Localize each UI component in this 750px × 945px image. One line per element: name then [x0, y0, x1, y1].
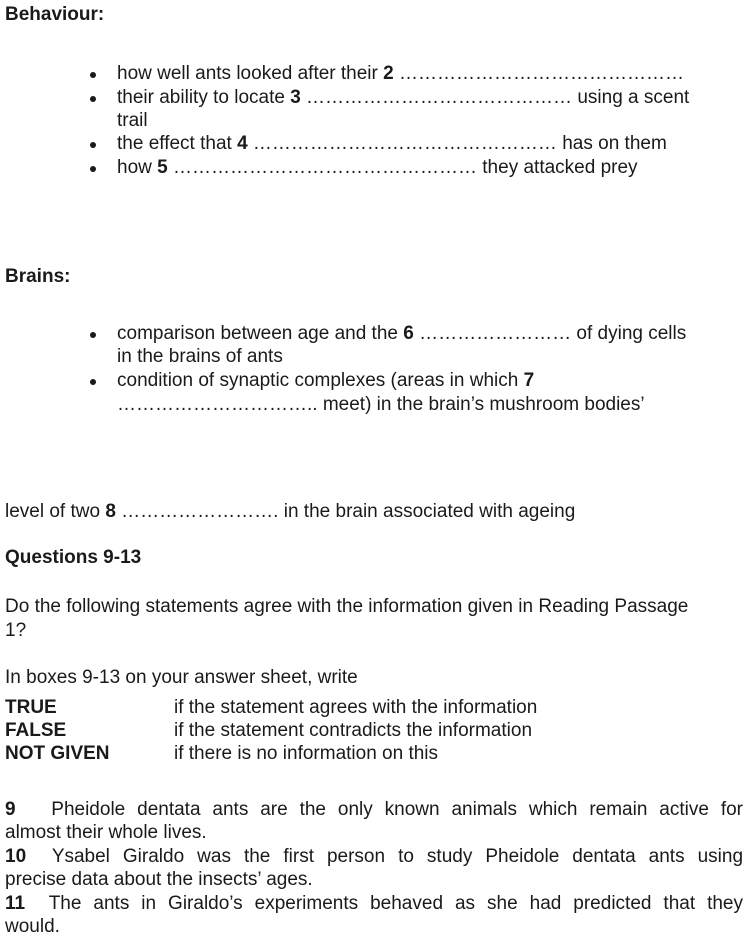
- key-term: FALSE: [5, 720, 67, 741]
- key-term: TRUE: [5, 697, 57, 718]
- behaviour-heading: Behaviour:: [5, 4, 105, 25]
- statement-line: 11 The ants in Giraldo’s experiments behaved as she had predicted that they: [5, 893, 743, 914]
- behaviour-item-text-cont: trail: [117, 110, 148, 131]
- statement-line: 9 Pheidole dentata ants are the only known animals which remain active for: [5, 799, 743, 820]
- bullet-icon: [90, 96, 96, 102]
- behaviour-item-text: how 5 ………………………………………… they attacked prey: [117, 157, 638, 178]
- brains-item-text-cont: ………………………….. meet) in the brain’s mushroom bodies’: [117, 394, 645, 415]
- questions-instruction: In boxes 9-13 on your answer sheet, write: [5, 667, 358, 688]
- brains-item-text: condition of synaptic complexes (areas in which 7: [117, 370, 535, 391]
- behaviour-item-text: how well ants looked after their 2 ………………………………………: [117, 63, 684, 84]
- bullet-icon: [90, 142, 96, 148]
- key-desc: if there is no information on this: [174, 743, 439, 764]
- key-desc: if the statement contradicts the information: [174, 720, 533, 741]
- bullet-icon: [90, 72, 96, 78]
- statement-line-cont: would.: [5, 916, 60, 937]
- questions-intro-cont: 1?: [5, 620, 27, 641]
- statement-line-cont: precise data about the insects’ ages.: [5, 869, 313, 890]
- statement-line-cont: almost their whole lives.: [5, 822, 207, 843]
- questions-intro: Do the following statements agree with the information given in Reading Passage: [5, 596, 689, 617]
- brains-heading: Brains:: [5, 266, 71, 287]
- key-desc: if the statement agrees with the information: [174, 697, 538, 718]
- bullet-icon: [90, 166, 96, 172]
- key-term: NOT GIVEN: [5, 743, 110, 764]
- brains-item-text: comparison between age and the 6 …………………… of dying cells: [117, 323, 687, 344]
- statement-line: 10 Ysabel Giraldo was the first person to study Pheidole dentata ants using: [5, 846, 744, 867]
- bullet-icon: [90, 379, 96, 385]
- questions-heading: Questions 9-13: [5, 547, 142, 568]
- bullet-icon: [90, 332, 96, 338]
- behaviour-item-text: their ability to locate 3 …………………………………… using a scent: [117, 87, 690, 108]
- brains-item-text-cont: in the brains of ants: [117, 346, 283, 367]
- behaviour-item-text: the effect that 4 ………………………………………… has on them: [117, 133, 667, 154]
- brains-level-line: level of two 8 ……………………. in the brain associated with ageing: [5, 501, 576, 522]
